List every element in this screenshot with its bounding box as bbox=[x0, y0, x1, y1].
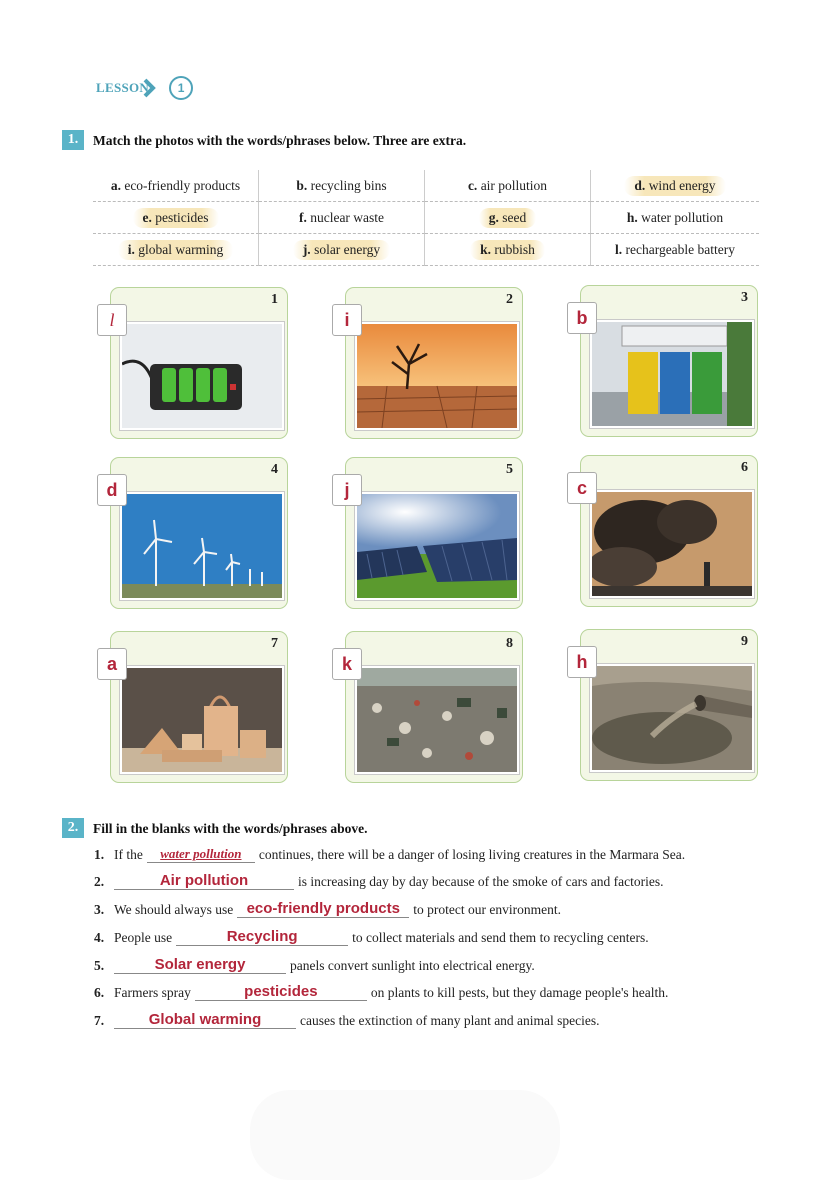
exercise-2-number: 2. bbox=[62, 818, 84, 838]
answer-tag: d bbox=[97, 474, 127, 506]
word-cell: h. water pollution bbox=[591, 202, 759, 234]
answer-tag: j bbox=[332, 474, 362, 506]
battery-charger-icon bbox=[120, 322, 284, 430]
sewage-pipe-icon bbox=[590, 664, 754, 772]
answer-tag: i bbox=[332, 304, 362, 336]
word-cell: d. wind energy bbox=[591, 170, 759, 202]
photo-card-1 bbox=[110, 287, 288, 439]
sentence-5: 5. Solar energy panels convert sunlight into electrical energy. bbox=[94, 956, 535, 973]
answer-tag: l bbox=[97, 304, 127, 336]
photo-number: 9 bbox=[741, 634, 748, 649]
answer-blank[interactable]: pesticides bbox=[195, 984, 367, 1001]
sentence-1: 1. If the water pollution continues, there will be a danger of losing living creatures in the Marmara Sea. bbox=[94, 846, 686, 862]
word-cell: g. seed bbox=[425, 202, 591, 234]
answer-blank[interactable]: Global warming bbox=[114, 1012, 296, 1029]
dry-tree-icon bbox=[355, 322, 519, 430]
sentence-4: 4. People use Recycling to collect materials and send them to recycling centers. bbox=[94, 928, 649, 945]
answer-tag: h bbox=[567, 646, 597, 678]
sentence-3: 3. We should always use eco-friendly products to protect our environment. bbox=[94, 900, 561, 917]
answer-tag: k bbox=[332, 648, 362, 680]
recycling-bins-icon bbox=[590, 320, 754, 428]
photo-card-7 bbox=[106, 631, 288, 783]
answer-tag: c bbox=[567, 472, 597, 504]
sentence-6: 6. Farmers spray pesticides on plants to kill pests, but they damage people's health. bbox=[94, 983, 669, 1000]
photo-card-5 bbox=[345, 457, 523, 609]
solar-panels-icon bbox=[355, 492, 519, 600]
wind-turbines-icon bbox=[120, 492, 284, 600]
photo-number: 5 bbox=[506, 462, 513, 477]
photo-number: 7 bbox=[271, 636, 278, 651]
photo-number: 3 bbox=[741, 290, 748, 305]
answer-blank[interactable]: eco-friendly products bbox=[237, 901, 409, 918]
word-cell: c. air pollution bbox=[425, 170, 591, 202]
word-cell: f. nuclear waste bbox=[259, 202, 425, 234]
word-cell: l. rechargeable battery bbox=[591, 234, 759, 266]
paper-products-icon bbox=[120, 666, 284, 774]
lesson-number-badge: 1 bbox=[169, 76, 193, 100]
word-cell: e. pesticides bbox=[93, 202, 259, 234]
sentence-2: 2. Air pollution is increasing day by day because of the smoke of cars and factories. bbox=[94, 872, 664, 889]
word-cell: a. eco-friendly products bbox=[93, 170, 259, 202]
exercise-1-instruction: Match the photos with the words/phrases below. Three are extra. bbox=[93, 133, 467, 148]
page-watermark bbox=[250, 1090, 560, 1180]
lesson-x-icon bbox=[143, 77, 165, 99]
photo-number: 6 bbox=[741, 460, 748, 475]
rubbish-heap-icon bbox=[355, 666, 519, 774]
photo-number: 8 bbox=[506, 636, 513, 651]
lesson-header bbox=[96, 76, 193, 100]
photo-card-2 bbox=[345, 287, 523, 439]
photo-number: 2 bbox=[506, 292, 513, 307]
answer-tag: b bbox=[567, 302, 597, 334]
word-cell: i. global warming bbox=[93, 234, 259, 266]
photo-card-8 bbox=[341, 631, 523, 783]
exercise-2-instruction: Fill in the blanks with the words/phrases above. bbox=[93, 821, 368, 836]
word-cell: k. rubbish bbox=[425, 234, 591, 266]
word-table bbox=[93, 170, 759, 266]
photo-number: 1 bbox=[271, 292, 278, 307]
answer-tag: a bbox=[97, 648, 127, 680]
lesson-label: LESSON bbox=[96, 80, 150, 95]
answer-blank[interactable]: Recycling bbox=[176, 929, 348, 946]
word-cell: j. solar energy bbox=[259, 234, 425, 266]
photo-card-6 bbox=[576, 455, 758, 607]
answer-blank[interactable]: water pollution bbox=[147, 846, 255, 863]
photo-number: 4 bbox=[271, 462, 278, 477]
photo-card-4 bbox=[106, 457, 288, 609]
photo-card-9 bbox=[576, 629, 758, 781]
smoke-stacks-icon bbox=[590, 490, 754, 598]
answer-blank[interactable]: Air pollution bbox=[114, 873, 294, 890]
answer-blank[interactable]: Solar energy bbox=[114, 957, 286, 974]
exercise-1-number: 1. bbox=[62, 130, 84, 150]
sentence-7: 7. Global warming causes the extinction of many plant and animal species. bbox=[94, 1011, 600, 1028]
word-cell: b. recycling bins bbox=[259, 170, 425, 202]
photo-card-3 bbox=[576, 285, 758, 437]
